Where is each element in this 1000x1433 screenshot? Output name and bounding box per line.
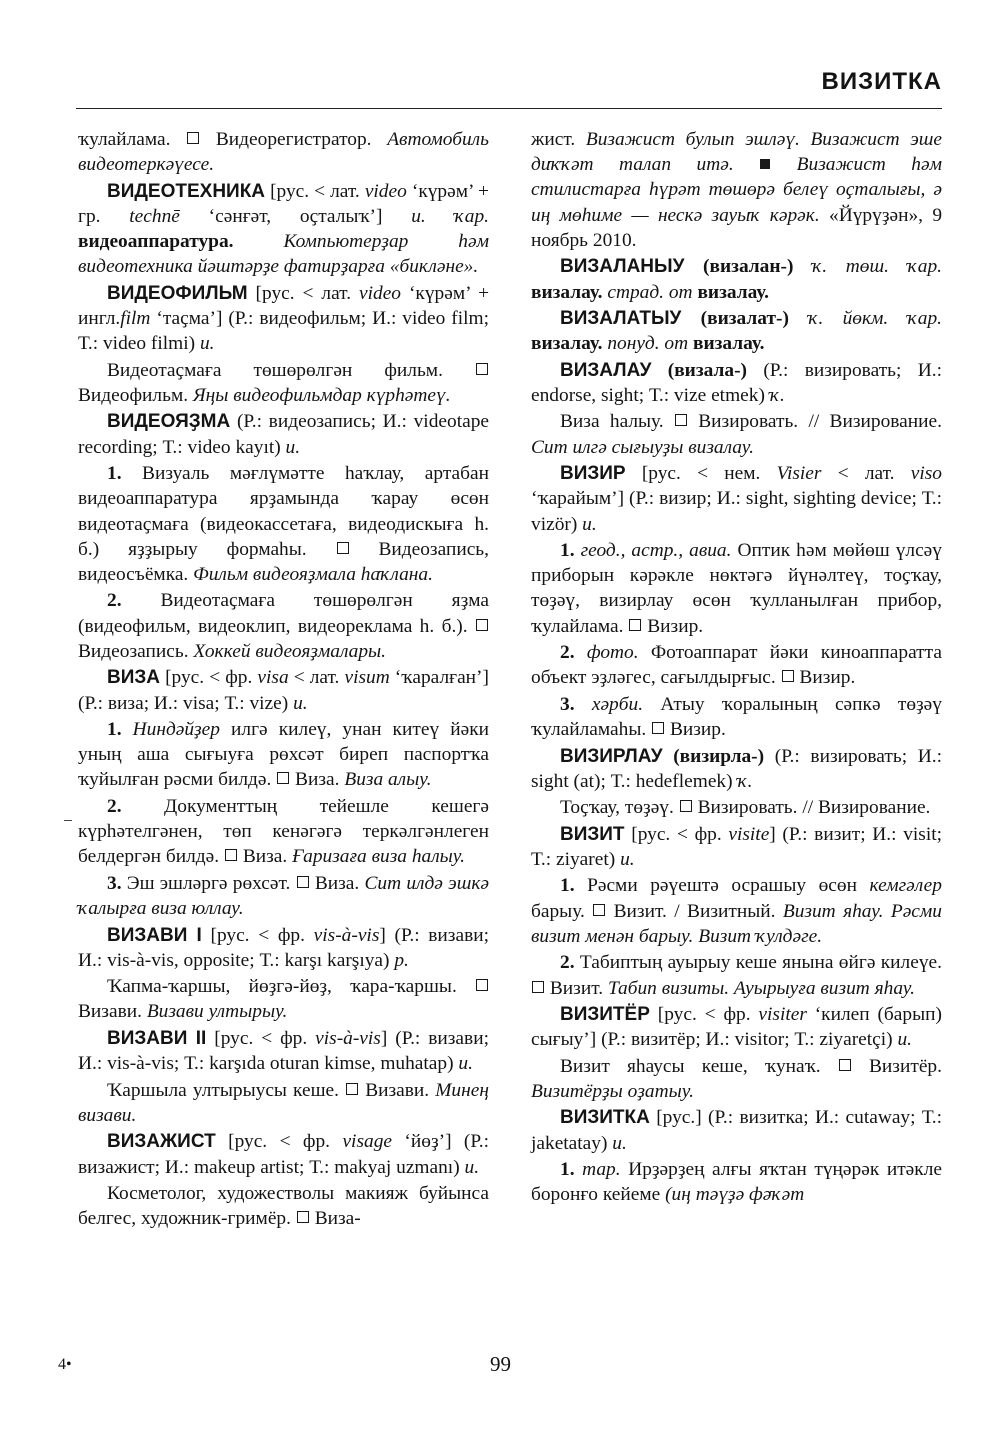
definition: Тоҫҡау, төҙәү. Визировать. // Визирование. <box>560 797 931 819</box>
running-head: ВИЗИТКА <box>821 68 942 95</box>
headword: ВИЗИТ <box>560 823 625 845</box>
definition: Ҡапма-ҡаршы, йөҙгә-йөҙ, ҡара-ҡаршы. Визави. Визави ултырыу. <box>78 974 489 1024</box>
entry-vizitka: ВИЗИТКА [рус.] (Р.: визитка; И.: cutaway; Т.: jaketatay) и. <box>531 1107 942 1154</box>
entry-vizavi-1: ВИЗАВИ I [рус. < фр. vis-à-vis] (Р.: визави; И.: vis-à-vis, opposite; Т.: karşı karşıya) р. <box>78 924 489 971</box>
russian-equivalent-icon <box>297 1211 309 1223</box>
russian-equivalent-icon <box>346 1083 358 1095</box>
entry-vizalanyu: ВИЗАЛАНЫУ (визалан-) ҡ. төш. ҡар. визалау. страд. от визалау. <box>531 256 942 303</box>
sense-2: 2. фото. Фотоаппарат йәки киноаппаратта объект эҙләгес, сағылдырғыс. Визир. <box>531 642 942 689</box>
headword: ВИЗИТКА <box>560 1107 650 1129</box>
russian-equivalent-icon <box>675 414 687 426</box>
margin-mark <box>64 820 72 821</box>
russian-equivalent-icon <box>297 876 309 888</box>
headword: ВИЗАВИ I <box>107 924 202 946</box>
russian-equivalent-icon <box>277 772 289 784</box>
definition: Косметолог, художестволы макияж буйынса белгес, художник-гримёр. Виза- <box>78 1183 489 1230</box>
headword: ВИЗАЛАУ <box>560 359 652 381</box>
headword: ВИЗА <box>107 667 161 689</box>
entry-vizitor: ВИЗИТЁР [рус. < фр. visiter ‘килеп (барып) сығыу’] (Р.: визитёр; И.: visitor; Т.: ziyaretçi) и. <box>531 1004 942 1051</box>
russian-equivalent-icon <box>629 619 641 631</box>
page-number: 99 <box>490 1352 511 1376</box>
definition: Виза һалыу. Визировать. // Визирование. Сит илгә сығыуҙы визалау. <box>531 411 942 458</box>
headword: ВИЗАВИ II <box>107 1027 207 1049</box>
sense-2: 2. Видеотаҫмаға төшөрөлгән яҙма (видеофильм, видеоклип, видеореклама һ. б.). Видеозапись. Хоккей видеояҙмалары. <box>78 590 489 662</box>
russian-equivalent-icon <box>476 363 488 375</box>
entry-videotekhnika: ВИДЕОТЕХНИКА [рус. < лат. video ‘күрәм’ + гр. technē ‘сәнғәт, оҫталыҡ’] и. ҡар. видеоаппаратура. Компьютерҙар һәм видеотехника йәштәрҙе фатирҙарға «бикләне». <box>78 180 489 278</box>
russian-equivalent-icon <box>652 722 664 734</box>
headword: ВИЗАЛАНЫУ <box>560 256 685 278</box>
sense-1: 1. Визуаль мәғлүмәтте һаҡлау, артабан видеоаппаратура ярҙамында ҡарау өсөн видеотаҫмаға (видеокассетаға, видеодискыға һ. б.) яҙҙырыу формаһы. Видеозапись, видеосъёмка. Фильм видеояҙмала һаҡлана. <box>78 463 489 585</box>
signature-mark: 4• <box>58 1356 72 1373</box>
entry-vizazhist: ВИЗАЖИСТ [рус. < фр. visage ‘йөҙ’] (Р.: визажист; И.: makeup artist; Т.: makyaj uzmanı) и. <box>78 1131 489 1178</box>
russian-equivalent-icon <box>476 979 488 991</box>
headword: ВИЗАЖИСТ <box>107 1131 216 1153</box>
entry-vizir: ВИЗИР [рус. < нем. Visier < лат. viso ‘ҡарайым’] (Р.: визир; И.: sight, sighting device; Т.: vizör) и. <box>531 463 942 535</box>
left-column <box>78 127 489 1233</box>
russian-equivalent-icon <box>337 542 349 554</box>
sense-1: 1. Рәсми рәүештә осрашыу өсөн кемгәлер барыу. Визит. / Визитный. Визит яһау. Рәсми визит менән барыу. Визит ҡулдәге. <box>531 875 942 947</box>
header-rule <box>76 108 942 109</box>
entry-vizirlau: ВИЗИРЛАУ (визирла-) (Р.: визировать; И.: sight (at); Т.: hedeflemek) ҡ. <box>531 745 942 792</box>
right-column <box>531 127 942 1209</box>
sense-3: 3. хәрби. Атыу ҡоралының сәпкә төҙәү ҡулайламаһы. Визир. <box>531 693 942 741</box>
russian-equivalent-icon <box>782 670 794 682</box>
entry-vizalau: ВИЗАЛАУ (визала-) (Р.: визировать; И.: endorse, sight; Т.: vize etmek) ҡ. <box>531 359 942 406</box>
sense-1: 1. тар. Ирҙәрҙең алғы яҡтан түңәрәк итәкле боронғо кейеме (иң тәүҙә фәҡәт <box>531 1159 942 1206</box>
russian-equivalent-icon <box>680 800 692 812</box>
headword: ВИДЕОЯҘМА <box>107 411 231 433</box>
headword: ВИДЕОФИЛЬМ <box>107 282 248 304</box>
entry-vizit: ВИЗИТ [рус. < фр. visite] (Р.: визит; И.: visit; Т.: ziyaret) и. <box>531 823 942 870</box>
sense-2: 2. Табиптың ауырыу кеше янына өйгә килеүе. Визит. Табип визиты. Ауырыуға визит яһау. <box>531 950 942 1000</box>
russian-equivalent-icon <box>476 619 488 631</box>
example-marker-icon <box>760 159 770 169</box>
entry-vizavi-2: ВИЗАВИ II [рус. < фр. vis-à-vis] (Р.: визави; И.: vis-à-vis; Т.: karşıda oturan kimse, muhatap) и. <box>78 1027 489 1075</box>
sense-2: 2. Документтың тейешле кешегә күрһәтелгәнен, төп кенәгәгә теркәлгәнлеген белдергән билдә. Виза. Ғаризаға виза һалыу. <box>78 795 489 868</box>
entry-videoyazma: ВИДЕОЯҘМА (Р.: видеозапись; И.: videotape recording; Т.: video kayıt) и. <box>78 411 489 458</box>
entry-continuation: ҡулайлама. Видеорегистратор. Автомобиль видеотеркәүесе. <box>78 129 489 176</box>
entry-continuation: жист. Визажист булып эшләү. Визажист эше диҡҡәт талап итә. Визажист һәм стилистарға һүрәт төшөрә белеү оҫталығы, ә иң мөһиме — нескә зауыҡ кәрәк. «Йүрүҙән», 9 ноябрь 2010. <box>531 129 943 251</box>
headword: ВИЗАЛАТЫУ <box>560 308 682 330</box>
entry-videofilm: ВИДЕОФИЛЬМ [рус. < лат. video ‘күрәм’ + ингл.film ‘таҫма’] (Р.: видеофильм; И.: video film; Т.: video filmi) и. <box>78 282 490 355</box>
russian-equivalent-icon <box>839 1059 851 1071</box>
headword: ВИЗИРЛАУ <box>560 745 663 767</box>
sense-1: 1. Ниндәйҙер илгә килеү, унан китеү йәки уның аша сығыуға рөхсәт биреп паспортҡа ҡуйылған рәсми билдә. Виза. Виза алыу. <box>78 719 489 791</box>
entry-vizalatyu: ВИЗАЛАТЫУ (визалат-) ҡ. йөкм. ҡар. визалау. понуд. от визалау. <box>531 308 942 355</box>
russian-equivalent-icon <box>593 904 605 916</box>
russian-equivalent-icon <box>225 849 237 861</box>
sense-1: 1. геод., астр., авиа. Оптик һәм мөйөш үлсәү приборын кәрәкле нөктәгә йүнәлтеү, тоҫҡау, төҙәү, визирлау өсөн ҡулланылған прибор, ҡулайлама. Визир. <box>531 540 942 637</box>
definition: Видеотаҫмаға төшөрөлгән фильм. Видеофильм. Яңы видеофильмдар күрһәтеү. <box>78 358 489 408</box>
headword: ВИДЕОТЕХНИКА <box>107 180 266 202</box>
definition: Визит яһаусы кеше, ҡунаҡ. Визитёр. Визитёрҙы оҙатыу. <box>531 1055 942 1102</box>
russian-equivalent-icon <box>187 132 199 144</box>
russian-equivalent-icon <box>532 981 544 993</box>
sense-3: 3. Эш эшләргә рөхсәт. Виза. Сит илдә эшкә ҡалырға виза юллау. <box>78 872 490 920</box>
headword: ВИЗИТЁР <box>560 1004 650 1026</box>
definition: Ҡаршыла ултырыусы кеше. Визави. Минең визави. <box>78 1079 489 1126</box>
headword: ВИЗИР <box>560 463 626 485</box>
entry-viza: ВИЗА [рус. < фр. visa < лат. visum ‘ҡаралған’] (Р.: виза; И.: visa; Т.: vize) и. <box>78 667 489 714</box>
